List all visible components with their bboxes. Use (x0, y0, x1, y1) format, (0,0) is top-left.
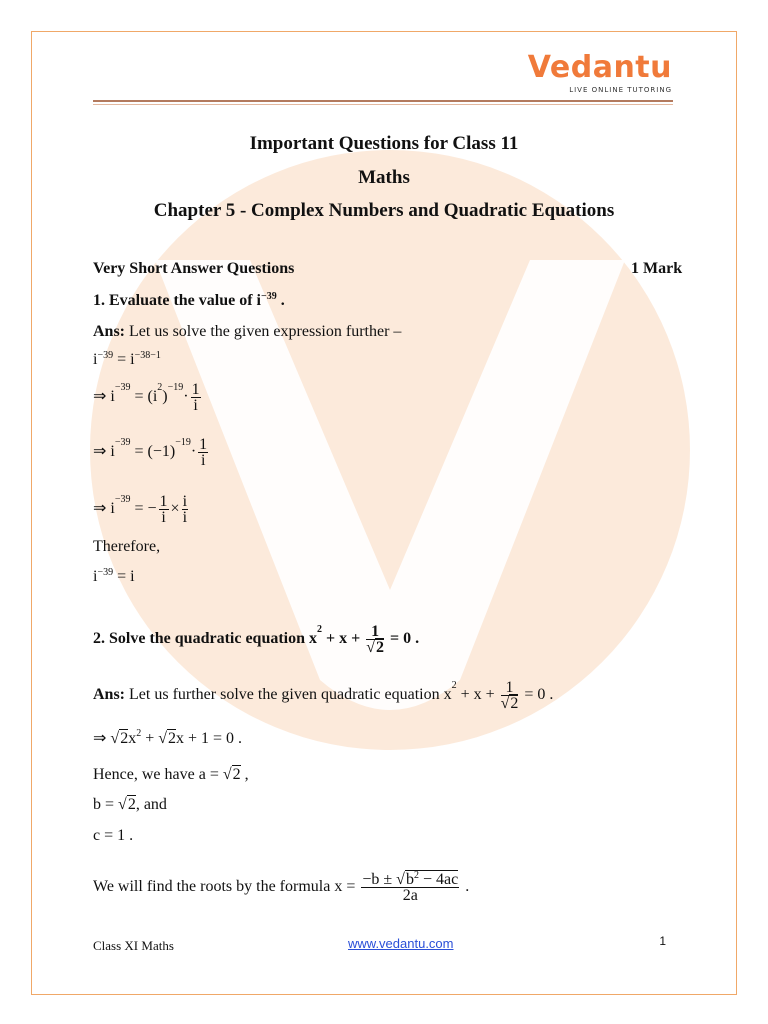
ans-text-2: Let us further solve the given quadratic equation (125, 686, 444, 704)
logo-tagline: LIVE ONLINE TUTORING (569, 86, 672, 94)
vedantu-logo (528, 52, 672, 94)
and-text: , and (135, 796, 167, 813)
doc-subject: Maths (358, 167, 410, 188)
eq-q2-step-1: ⇒ $√2x^2 + √2x + 1 = 0$ . (93, 728, 243, 747)
question-1: 1. Evaluate the value of $i^{-39}$ . (93, 291, 285, 309)
hence-line: Hence, we have a = √2 , (93, 766, 249, 783)
eq-step-1: $i^{-39} = i^{-38-1}$ (93, 350, 161, 368)
header-rule-thin (93, 104, 673, 105)
logo-word: Vedantu (527, 50, 672, 85)
footer-website-link[interactable]: www.vedantu.com (348, 936, 454, 951)
answer-2-intro: Ans: Let us further solve the given quadratic equation $x^2 + x$ + $\frac{1}{√2}$ = 0 . (93, 679, 554, 712)
question-1-text: 1. Evaluate the value of (93, 292, 257, 309)
page-number: 1 (659, 934, 666, 948)
doc-title: Important Questions for Class 11 (249, 133, 519, 154)
eq-step-3: ⇒ $i^{-39} = (-1)^{-19}\cdot$ $\frac{1}{i}$ (93, 436, 208, 469)
ans-label: Ans: (93, 323, 126, 340)
section-title: Very Short Answer Questions (93, 260, 295, 277)
roots-text: We will find the roots by the formula (93, 878, 335, 896)
eq-step-4: ⇒ $i^{-39}$ = − $\frac{1}{i}$ × $\frac{i}{i}$ (93, 493, 188, 526)
eq-result-1: $i^{-39} = i$ (93, 567, 135, 585)
hence-text: Hence, we have (93, 766, 199, 783)
ans-text: Let us solve the given expression further – (125, 323, 402, 340)
doc-chapter: Chapter 5 - Complex Numbers and Quadratic Equations (153, 200, 615, 221)
section-marks: 1 Mark (631, 260, 683, 277)
ans-label-2: Ans: (93, 686, 126, 704)
header-rule (93, 100, 673, 102)
question-2-text: 2. Solve the quadratic equation (93, 630, 310, 648)
roots-line: We will find the roots by the formula x = $\frac{-b \pm √b^2 - 4ac}{2a}$ . (93, 870, 470, 904)
footer-class: Class XI Maths (93, 938, 174, 953)
therefore-text: Therefore, (93, 538, 161, 555)
b-line: b = √2, and (93, 796, 167, 813)
question-2: 2. Solve the quadratic equation $x^2 + x$ + $\frac{1}{√2}$ = 0 . (93, 623, 420, 656)
c-line: c = 1 . (93, 827, 134, 844)
answer-1-intro (93, 322, 401, 342)
eq-step-2: ⇒ $i^{-39} = (i^2)^{-19}\cdot$ $\frac{1}{i}$ (93, 381, 200, 414)
